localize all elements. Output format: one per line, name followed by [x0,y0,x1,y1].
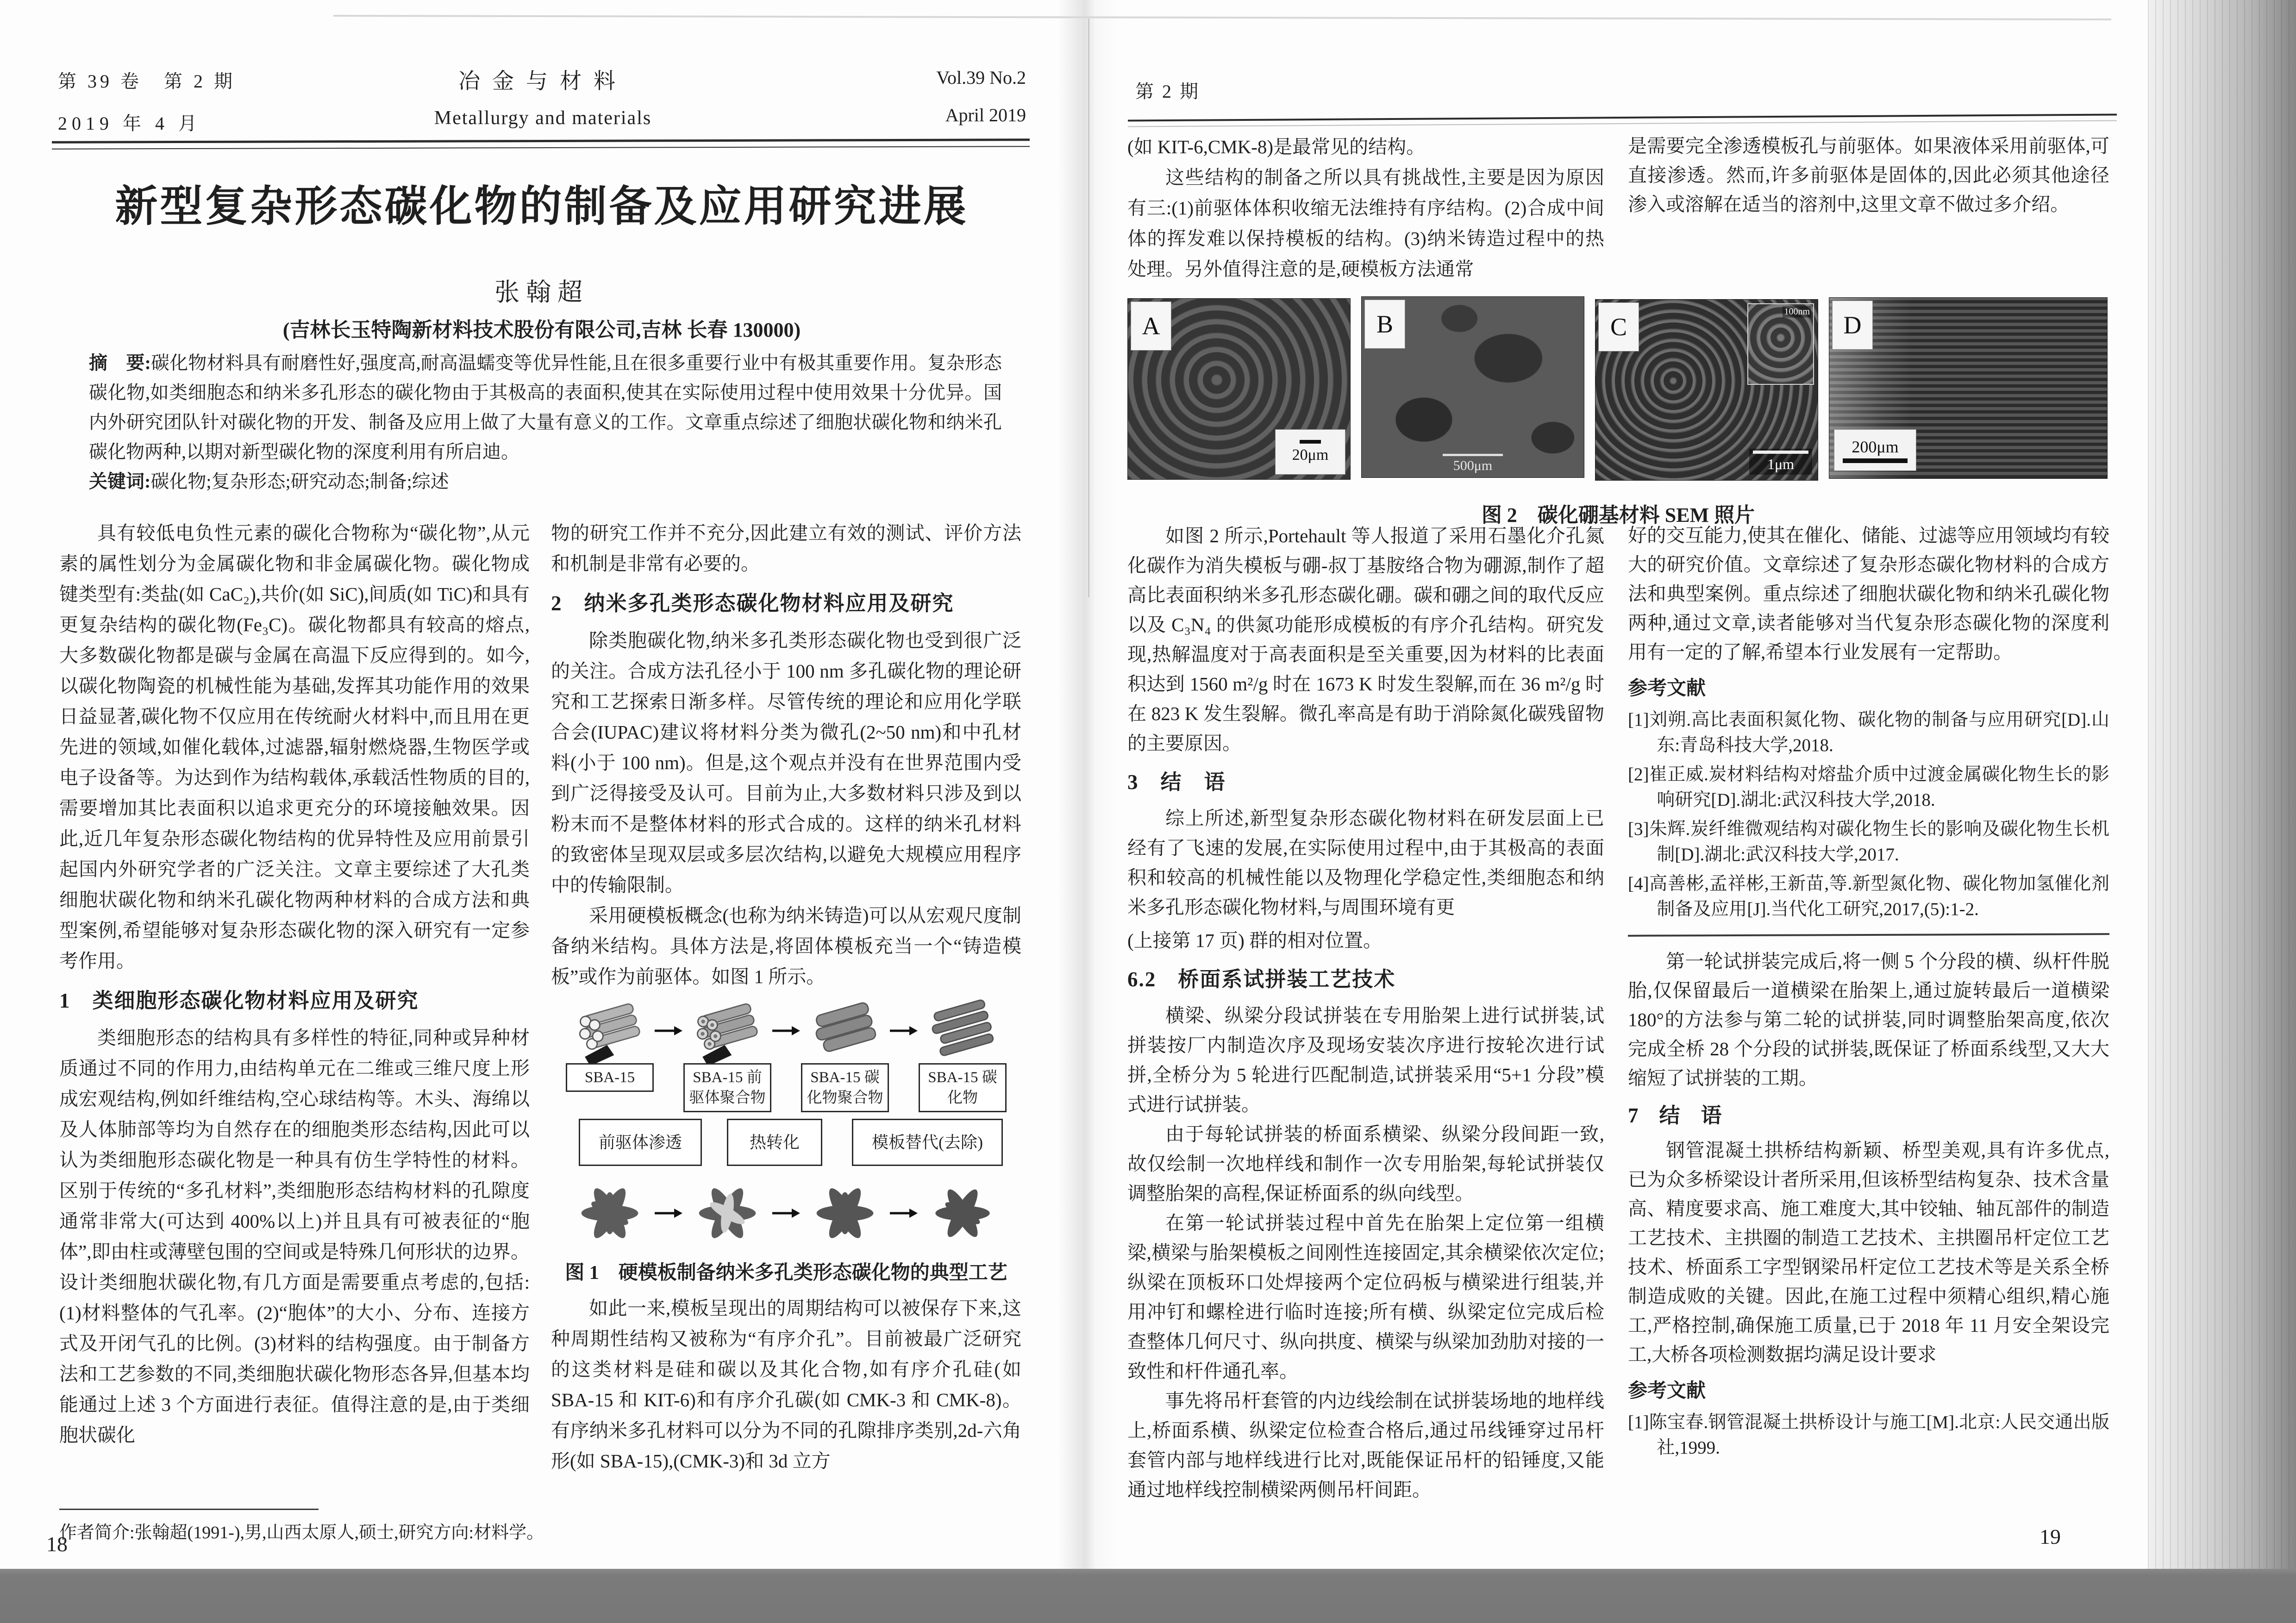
scale-bar-line [1300,440,1321,444]
keywords-label: 关键词: [89,471,151,492]
stage-label: SBA-15 前驱体聚合物 [683,1063,771,1112]
gyroid-template-graphic [566,1176,654,1250]
paragraph: 钢管混凝土拱桥结构新颖、桥型美观,具有许多优点,已为众多桥梁设计者所采用,但该桥型结构复杂、技术含量高、精度要求高、施工难度大,其中铰轴、轴瓦部件的制造工艺技术、主拱圈的制造工艺技术、主拱圈吊杆定位工艺技术、桥面系工字型钢梁吊杆定位工艺技术等是关系全桥制造成败的关键。因此,在施工过程中须精心组织,精心施工,严格控制,确保施工质量,已于 2018 年 11 月安全架设完工,大桥各项检测数据均满足设计要求 [1628,1140,2109,1365]
process-label: 热转化 [727,1119,822,1166]
article-title: 新型复杂形态碳化物的制备及应用研究进展 [115,183,969,230]
sem-panel-a [1127,298,1351,480]
article-author: 张翰超 [494,278,589,306]
arrow-right-icon [889,1026,919,1036]
left-page-column-1 [59,518,530,1450]
article-divider-rule [1628,933,2109,937]
issue-block-en [936,67,1026,126]
figure1-process-row [551,1119,1021,1169]
paragraph: 如此一来,模板呈现出的周期结构可以被保存下来,这种周期性结构又被称为“有序介孔”。目前被最广泛研究的这类材料是硅和碳以及其化合物,如有序介孔硅(如 SBA-15 和 KIT-6)和有序介孔碳(如 CMK-3 和 CMK-8)。有序纳米多孔材料可以分为不同的孔隙排序类别,2d-六角形(如 SBA-15),(CMK-3)和 3d 立方 [551,1297,1021,1472]
paper-top-edge [333,15,2111,20]
scale-bar-text: 20μm [1292,446,1329,464]
paragraph: 由于每轮试拼装的桥面系横梁、纵梁分段间距一致,故仅绘制一次地样线和制作一次专用胎架,每轮试拼装仅调整胎架的高程,保证桥面系的纵向线型。 [1127,1123,1604,1204]
month-line: April 2019 [945,105,1026,125]
arrow-right-icon [771,1026,801,1036]
journal-name-en: Metallurgy and materials [434,107,652,129]
arrow-right-icon [771,1208,801,1218]
figure1-stage-row [551,998,1021,1063]
reference-item: [1]陈宝春.钢管混凝土拱桥设计与施工[M].北京:人民交通出版社,1999. [1628,1412,2109,1458]
paragraph: 具有较低电负性元素的碳化合物称为“碳化物”,从元素的属性划分为金属碳化物和非金属碳化物。碳化物成键类型有:类盐(如 CaC₂),共价(如 SiC),间质(如 TiC)和具有更复杂结构的碳化物(Fe₃C)。碳化物都具有较高的熔点,大多数碳化物都是碳与金属在高温下反应得到的。如今,以碳化物陶瓷的机械性能为基础,发挥其功能作用的效果日益显著,碳化物不仅应用在传统耐火材料中,而且用在更先进的领域,如催化载体,过滤器,辐射燃烧器,生物医学或电子设备等。为达到作为结构载体,承载活性物质的目的,需要增加其比表面积以追求更充分的环境接触效果。因此,近几年复杂形态碳化物结构的优异特性及应用前景引起国内外研究学者的广泛关注。文章主要综述了大孔类细胞状碳化物和纳米孔碳化物两种材料的合成方法和典型案例,希望能够对复杂形态碳化物的深入研究有一定参考作用。 [59,522,530,971]
reference-item: [2]崔正威.炭材料结构对熔盐介质中过渡金属碳化物生长的影响研究[D].湖北:武汉科技大学,2018. [1628,765,2109,810]
scale-bar-text: 1μm [1767,456,1795,472]
paragraph: 是需要完全渗透模板孔与前驱体。如果液体采用前驱体,可直接渗透。然而,许多前驱体是固体的,因此必须其他途径渗入或溶解在适当的溶剂中,这里文章不做过多介绍。 [1628,135,2109,215]
stage-label: SBA-15 [566,1063,654,1092]
figure2-caption: 图 2 碳化硼基材料 SEM 照片 [1481,504,1755,526]
book-page-edges [2148,0,2296,1623]
paragraph: 在第一轮试拼装过程中首先在胎架上定位第一组横梁,横梁与胎架模板之间刚性连接固定,其余横梁依次定位;纵梁在顶板环口处焊接两个定位码板与横梁进行组装,并用冲钉和螺栓进行临时连接;所有横、纵梁定位完成后检查整体几何尺寸、纵向拱度、横梁与纵梁加劲肋对接的一致性和杆件通孔率。 [1127,1212,1604,1382]
figure-1 [551,998,1021,1288]
figure1-stage-labels [551,1063,1021,1112]
right-header-rule-shadow [1128,120,2117,127]
right-page-column-1-lower [1127,521,1604,1504]
sba15-precursor-graphic [683,998,771,1063]
journal-header [58,64,1028,143]
spine-line [1088,19,1089,597]
right-page-column-2-lower [1628,521,2109,1464]
section-heading-6-2: 6.2 桥面系试拼装工艺技术 [1127,968,1396,991]
continued-from-note: (上接第 17 页) 群的相对位置。 [1127,930,1383,951]
abstract-paragraph [89,348,1002,467]
paragraph: 事先将吊杆套管的内边线绘制在试拼装场地的地样线上,桥面系横、纵梁定位检查合格后,通过吊线锤穿过吊杆套管内部与地样线进行比对,既能保证吊杆的铅锤度,又能通过地样线控制横梁两侧吊杆间距。 [1127,1390,1604,1500]
paragraph: 如图 2 所示,Portehault 等人报道了采用石墨化介孔氮化碳作为消失模板与硼-叔丁基胺络合物为硼源,制作了超高比表面积纳米多孔形态碳化硼。碳和硼之间的取代反应以及 C₃N₄ 的供氮功能形成模板的有序介孔结构。研究发现,热解温度对于高表面积是至关重要,因为材料的比表面积达到 1560 m²/g 时在 1673 K 时发生裂解,而在 36 m²/g 时在 823 K 发生裂解。微孔率高是有助于消除氮化碳残留物的主要原因。 [1127,525,1604,754]
issue-line: Vol.39 No.2 [936,67,1026,88]
figure1-caption: 图 1 硬模板制备纳米多孔类形态碳化物的典型工艺 [565,1262,1007,1284]
author-bio-footnote: 作者简介:张翰超(1991-),男,山西太原人,硕士,研究方向:材料学。 [59,1523,544,1542]
gyroid-converted-graphic [801,1176,889,1250]
section-heading-1: 1 类细胞形态碳化物材料应用及研究 [59,989,419,1012]
gyroid-infiltrated-graphic [683,1176,771,1250]
scale-bar-text: 200μm [1852,438,1899,456]
scale-bar [1834,429,1916,471]
panel-label: A [1131,301,1171,351]
scale-bar [1749,449,1812,475]
abstract-label: 摘 要: [89,352,151,373]
stage-label: SBA-15 碳化物聚合物 [801,1063,889,1112]
paragraph: 第一轮试拼装完成后,将一侧 5 个分段的横、纵杆件脱胎,仅保留最后一道横梁在胎架上,通过旋转最后一道横梁 180°的方法参与第二轮的试拼装,同时调整胎架高度,依次完成全桥 28 个分段的试拼装,既保证了桥面系线型,又大大缩短了试拼装的工期。 [1628,951,2109,1089]
process-label: 前驱体渗透 [579,1119,702,1166]
gyroid-carbide-graphic [919,1176,1007,1250]
section-heading-3: 3 结 语 [1127,771,1226,794]
left-page-column-2 [551,518,1021,1476]
page-number-right: 19 [2039,1525,2061,1548]
paragraph: 这些结构的制备之所以具有挑战性,主要是因为原因有三:(1)前驱体体积收缩无法维持有序结构。(2)合成中间体的挥发难以保持模板的结构。(3)纳米铸造过程中的热处理。另外值得注意的是,硬模板方法通常 [1127,167,1604,280]
inset-scale-text: 100nm [1783,306,1811,318]
page-number-left: 18 [46,1532,68,1556]
scale-bar-text: 500μm [1453,458,1493,473]
references-heading: 参考文献 [1628,1380,1706,1402]
scale-bar [1443,454,1503,474]
section-heading-7: 7 结 语 [1628,1104,1722,1127]
footnote-rule [59,1509,319,1510]
stage-label: SBA-15 碳化物 [919,1063,1007,1112]
running-head-issue: 第 2 期 [1135,81,1200,102]
keywords-text: 碳化物;复杂形态;研究动态;制备;综述 [150,471,449,492]
paragraph: 除类胞碳化物,纳米多孔类形态碳化物也受到很广泛的关注。合成方法孔径小于 100 nm 多孔碳化物的理论研究和工艺探索日渐多样。尽管传统的理论和应用化学联合会(IUPAC)建议将材料分类为微孔(2~50 nm)和中孔材料(小于 100 nm)。但是,这个观点并没有在世界范围内受到广泛得接受及认可。目前为止,大多数材料只涉及到以粉末而不是整体材料的形式合成的。这样的纳米孔材料的致密体呈现双层或多层次结构,以避免大规模应用程序中的传输限制。 [551,630,1021,896]
scale-bar-line [1843,458,1908,463]
right-page-column-1-top [1127,132,1604,284]
sba15-carbide-polymer-graphic [801,998,889,1063]
sem-inset-image [1747,303,1814,385]
right-page-column-2-top [1628,132,2109,219]
header-rule-thin [52,146,1030,150]
author-affiliation: (吉林长玉特陶新材料技术股份有限公司,吉林 长春 130000) [282,319,801,341]
journal-name-cn: 冶金与材料 [458,69,627,94]
figure1-gyroid-row [551,1176,1021,1250]
section-heading-2: 2 纳米多孔类形态碳化物材料应用及研究 [551,592,954,615]
paragraph: 综上所述,新型复杂形态碳化物材料在研发层面上已经有了飞速的发展,在实际使用过程中,由于其极高的表面积和较高的机械性能以及物理化学稳定性,类细胞态和纳米多孔形态碳化物材料,与周围环境有更 [1127,808,1604,918]
paragraph: 物的研究工作并不充分,因此建立有效的测试、评价方法和机制是非常有必要的。 [551,522,1021,574]
sem-panel-c [1595,299,1818,481]
sem-panel-d [1829,297,2108,479]
reference-item: [1]刘朔.高比表面积氮化物、碳化物的制备与应用研究[D].山东:青岛科技大学,2018. [1628,710,2109,755]
paragraph: 好的交互能力,使其在催化、储能、过滤等应用领域均有较大的研究价值。文章综述了复杂形态碳化物材料的合成方法和典型案例。重点综述了细胞状碳化物和纳米孔碳化物两种,通过文章,读者能够对当代复杂形态碳化物的深度利用有一定的了解,希望本行业发展有一定帮助。 [1628,525,2109,663]
abstract-block [89,348,1002,496]
process-label: 模板替代(去除) [852,1119,1003,1166]
arrow-right-icon [889,1208,919,1218]
volume-line: 第 39 卷 第 2 期 [58,71,236,92]
journal-name-block [58,64,1028,129]
abstract-text: 碳化物材料具有耐磨性好,强度高,耐高温蠕变等优异性能,且在很多重要行业中有极其重要作用。复杂形态碳化物,如类细胞态和纳米多孔形态的碳化物由于其极高的表面积,使其在实际使用过程中使用效果十分优异。国内外研究团队针对碳化物的开发、制备及应用上做了大量有意义的工作。文章重点综述了细胞状碳化物和纳米孔碳化物两种,以期对新型碳化物的深度利用有所启迪。 [89,352,1002,462]
figure-2 [1127,296,2109,537]
paragraph: 类细胞形态的结构具有多样性的特征,同种或异种材质通过不同的作用力,由结构单元在二维或三维尺度上形成宏观结构,例如纤维结构,空心球结构等。木头、海绵以及人体肺部等均为自然存在的细胞类形态结构,因此可以认为类细胞形态碳化物是一种具有仿生学特性的材料。区别于传统的“多孔材料”,类细胞形态结构材料的孔隙度通常非常大(可达到 400%以上)并且具有可被表征的“胞体”,即由柱或薄壁包围的空间或是特殊几何形状的边界。设计类细胞状碳化物,有几方面是需要重点考虑的,包括:(1)材料整体的气孔率。(2)“胞体”的大小、分布、连接方式及开闭气孔的比例。(3)材料的结构强度。由于制备方法和工艺参数的不同,类细胞状碳化物形态各异,但基本均能通过上述 3 个方面进行表征。值得注意的是,由于类细胞状碳化 [59,1027,530,1446]
scale-bar-line [1443,454,1503,456]
sba15-carbide-graphic [919,998,1007,1063]
right-header-rule [1128,113,2117,121]
panel-label: B [1364,300,1405,349]
desk-background [0,1569,2296,1623]
arrow-right-icon [654,1208,683,1218]
scale-bar-line [1753,451,1808,454]
panel-label: C [1598,302,1639,351]
references-heading: 参考文献 [1628,678,1706,699]
paragraph: (如 KIT-6,CMK-8)是最常见的结构。 [1127,136,1426,157]
paragraph: 采用硬模板概念(也称为纳米铸造)可以从宏观尺度制备纳米结构。具体方法是,将固体模板充当一个“铸造模板”或作为前驱体。如图 1 所示。 [551,905,1021,987]
arrow-right-icon [654,1026,683,1036]
sem-panel-b [1361,296,1584,478]
reference-item: [4]高善彬,孟祥彬,王新苗,等.新型氮化物、碳化物加氢催化剂制备及应用[J].当代化工研究,2017,(5):1-2. [1628,874,2109,919]
reference-item: [3]朱辉.炭纤维微观结构对碳化物生长的影响及碳化物生长机制[D].湖北:武汉科技大学,2017. [1628,819,2109,865]
paragraph: 横梁、纵梁分段试拼装在专用胎架上进行试拼装,试拼装按厂内制造次序及现场安装次序进行按轮次进行试拼,全桥分为 5 轮进行匹配制造,试拼装采用“5+1 分段”模式进行试拼装。 [1127,1005,1604,1115]
panel-label: D [1832,301,1873,350]
keywords-paragraph [89,467,1002,496]
scale-bar [1275,429,1345,475]
date-line: 2019 年 4 月 [58,113,201,134]
sba15-template-graphic [566,998,654,1063]
